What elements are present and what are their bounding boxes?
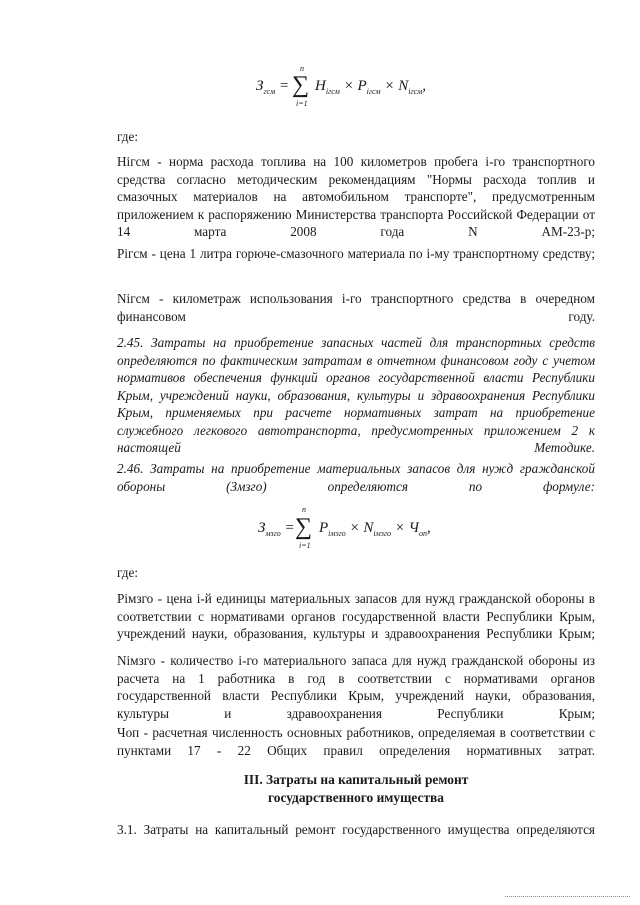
paragraph-material-price: Рiмзго - цена i-й единицы материальных запасов для нужд гражданской обороны в соответствии с нормативами органов государственной власти Республики Крым, учреждений науки, образования, культуры и здравоохранения Республики Крым; bbox=[117, 591, 595, 641]
document-page: $З_{гсм}$ = n ∑ i=1 $Н_{iгсм} \times Р_{iгсм} \times N_{iгсм}$, где: Нiгсм - норма расхода топлива на 100 километров пробега i-го транспортного средства согласно методическим рекомендациям "Нормы расхода топлив и смазочных материалов на автомобильном транспорте", предусмотренным приложением к распоряжению Министерства транспорта Российской Федерации от 14 марта 2008 года N АМ-23-р; Рiгсм - цена 1 литра горюче-смазочного материала по i-му транспортному средству; Niгсм - километраж использования i-го транспортного средства в очередном финансовом году. 2.45. Затраты на приобретение запасных частей для транспортных средств определяются по фактическим затратам в отчетном финансовом году с учетом нормативов обеспечения функций органов государственной власти Республики Крым, учреждений науки, образования, культуры и здравоохранения Республики Крым, применяемых при расчете нормативных затрат на приобретение служебного легкового автотранспорта, предусмотренных приложением 2 к настоящей Методике. 2.46. Затраты на приобретение материальных запасов для нужд гражданской обороны (Змзго) определяются по формуле: $З_{мзго}$ = n ∑ i=1 $Р_{iмзго} \times N_{iмзго} \times Ч_{оп}$, где: Рiмзго - цена i-й единицы материальных запасов для нужд гражданской обороны в соответствии с нормативами органов государственной власти Республики Крым, учреждений науки, образования, культуры и здравоохранения Республики Крым; Niмзго - количество i-го материального запаса для нужд гражданской обороны из расчета на 1 работника в год в соответствии с нормативами органов государственной власти Республики Крым, учреждений науки, образования, культуры и здравоохранения Республики Крым; Чоп - расчетная численность основных работников, определяемая в соответствии с пунктами 17 - 22 Общих правил определения нормативных затрат. III. Затраты на капитальный ремонт государственного имущества 3.1. Затраты на капитальный ремонт государственного имущества определяются bbox=[0, 0, 640, 905]
formula1-lhs: З bbox=[256, 78, 264, 94]
formula2-lhs: З bbox=[258, 520, 266, 536]
where-label-2: где: bbox=[117, 565, 138, 580]
footer-divider bbox=[505, 896, 630, 897]
sum-symbol: ∑ bbox=[295, 514, 313, 540]
paragraph-2-45: 2.45. Затраты на приобретение запасных частей для транспортных средств определяются по фактическим затратам в отчетном финансовом году с учетом нормативов обеспечения функций органов государственной власти Республики Крым, учреждений науки, образования, культуры и здравоохранения Республики Крым, применяемых при расчете нормативных затрат на приобретение служебного легкового автотранспорта, предусмотренных приложением 2 к настоящей Методике. bbox=[117, 335, 595, 455]
formula2-sum-bottom: i=1 bbox=[299, 541, 311, 550]
paragraph-3-1: 3.1. Затраты на капитальный ремонт государственного имущества определяются bbox=[117, 822, 595, 837]
paragraph-2-46: 2.46. Затраты на приобретение материальных запасов для нужд гражданской обороны (Змзго) определяются по формуле: bbox=[117, 461, 595, 494]
section-heading: III. Затраты на капитальный ремонт государственного имущества bbox=[243, 772, 469, 805]
formula1-sum-top: n bbox=[300, 64, 304, 73]
paragraph-mileage: Niгсм - километраж использования i-го транспортного средства в очередном финансовом году. bbox=[117, 291, 595, 324]
formula1-sum-bottom: i=1 bbox=[296, 99, 308, 108]
paragraph-fuel-norm: Нiгсм - норма расхода топлива на 100 километров пробега i-го транспортного средства согласно методическим рекомендациям "Нормы расхода топлив и смазочных материалов на автомобильном транспорте", предусмотренным приложением к распоряжению Министерства транспорта Российской Федерации от 14 марта 2008 года N АМ-23-р; bbox=[117, 154, 595, 239]
paragraph-staff-count: Чоп - расчетная численность основных работников, определяемая в соответствии с пунктами 17 - 22 Общих правил определения нормативных затрат. bbox=[117, 725, 595, 758]
where-label-1: где: bbox=[117, 129, 138, 144]
formula2-sum-top: n bbox=[302, 505, 306, 514]
sum-symbol: ∑ bbox=[292, 72, 310, 98]
paragraph-fuel-price: Рiгсм - цена 1 литра горюче-смазочного материала по i-му транспортному средству; bbox=[117, 246, 595, 261]
paragraph-material-quantity: Niмзго - количество i-го материального запаса для нужд гражданской обороны из расчета на 1 работника в год в соответствии с нормативами органов государственной власти Республики Крым, учреждений науки, образования, культуры и здравоохранения Республики Крым; bbox=[117, 653, 595, 721]
